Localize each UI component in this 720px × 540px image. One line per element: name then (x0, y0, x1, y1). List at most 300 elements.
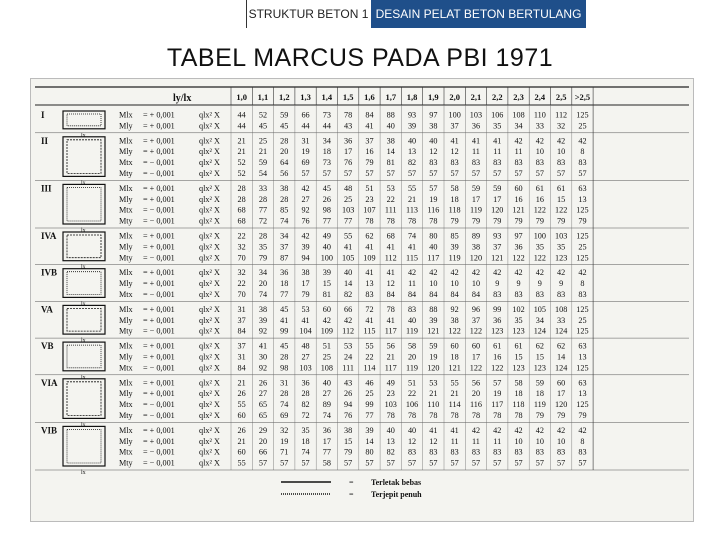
table-cell: 44 (237, 110, 246, 120)
course-label: STRUKTUR BETON 1 (246, 0, 370, 28)
table-cell: 32 (280, 425, 289, 435)
table-cell: 68 (386, 231, 395, 241)
column-header: 2,4 (534, 92, 546, 102)
table-cell: 18 (301, 436, 310, 446)
table-cell: 44 (322, 121, 331, 131)
table-cell: 16 (535, 194, 544, 204)
table-cell: 124 (555, 326, 568, 336)
table-cell: 37 (365, 136, 374, 146)
table-cell: 13 (386, 436, 395, 446)
table-cell: 56 (471, 378, 481, 388)
table-cell: 35 (514, 315, 523, 325)
table-cell: 39 (429, 315, 438, 325)
table-cell: 108 (320, 363, 333, 373)
table-cell: 79 (557, 216, 566, 226)
moment-formula: qlx² X (199, 341, 220, 351)
table-cell: 83 (535, 290, 544, 299)
table-cell: 38 (429, 121, 438, 131)
table-cell: 15 (344, 436, 353, 446)
slab-lx-label: lx (81, 132, 86, 139)
table-cell: 93 (407, 110, 417, 120)
table-cell: 106 (405, 400, 419, 410)
case-label: VB (41, 341, 54, 352)
table-cell: 35 (493, 121, 502, 131)
table-cell: 72 (301, 411, 310, 420)
table-cell: 84 (450, 290, 459, 299)
column-header: >2,5 (574, 92, 591, 102)
table-cell: 42 (514, 425, 523, 435)
table-cell: 17 (301, 279, 310, 289)
table-cell: 89 (471, 231, 481, 241)
table-cell: 13 (578, 194, 587, 204)
table-cell: 56 (280, 169, 289, 178)
table-cell: 125 (576, 110, 589, 120)
moment-formula: qlx² X (199, 447, 220, 457)
table-cell: 59 (280, 110, 289, 120)
moment-coefficient: = + 0,001 (143, 231, 175, 241)
table-cell: 55 (237, 400, 246, 410)
moment-label: Mlx (119, 231, 133, 241)
table-cell: 26 (237, 425, 246, 435)
table-cell: 17 (344, 147, 353, 157)
table-cell: 87 (280, 253, 289, 263)
table-cell: 41 (493, 136, 502, 146)
table-cell: 82 (407, 158, 417, 168)
table-cell: 42 (535, 268, 544, 278)
table-cell: 42 (578, 425, 587, 435)
table-cell: 113 (406, 205, 419, 215)
table-cell: 83 (407, 447, 417, 457)
table-cell: 80 (429, 231, 438, 241)
moment-label: Mty (119, 326, 133, 336)
table-cell: 83 (450, 447, 459, 457)
table-cell: 11 (514, 147, 523, 157)
table-cell: 83 (365, 290, 374, 299)
table-cell: 83 (450, 158, 459, 168)
moment-formula: qlx² X (199, 436, 220, 446)
table-cell: 11 (493, 436, 502, 446)
table-cell: 35 (535, 242, 544, 252)
table-cell: 14 (344, 279, 353, 289)
table-cell: 42 (471, 268, 481, 278)
table-cell: 11 (472, 436, 480, 446)
table-cell: 53 (301, 304, 310, 314)
table-cell: 77 (322, 216, 331, 226)
table-cell: 55 (344, 231, 353, 241)
table-cell: 35 (557, 242, 566, 252)
column-header: 1,9 (428, 92, 439, 102)
moment-formula: qlx² X (199, 136, 220, 146)
moment-coefficient: = + 0,001 (143, 389, 175, 399)
table-cell: 57 (514, 169, 523, 178)
slab-diagram (63, 137, 105, 177)
table-cell: 125 (576, 205, 589, 215)
table-cell: 57 (344, 458, 353, 468)
table-cell: 36 (301, 378, 310, 388)
table-cell: 77 (344, 216, 353, 226)
moment-label: Mtx (119, 363, 133, 373)
moment-label: Mlx (119, 425, 133, 435)
moment-coefficient: = + 0,001 (143, 304, 175, 314)
table-cell: 55 (407, 183, 417, 193)
slab-diagram (63, 426, 105, 466)
table-cell: 55 (237, 458, 246, 468)
table-cell: 64 (280, 158, 289, 168)
table-cell: 58 (450, 183, 459, 193)
table-cell: 16 (365, 147, 374, 157)
table-cell: 19 (429, 194, 438, 204)
table-cell: 41 (365, 242, 374, 252)
moment-coefficient: = − 0,001 (143, 458, 175, 468)
table-cell: 100 (320, 253, 333, 263)
slab-lx-label: lx (81, 338, 86, 345)
table-cell: 18 (450, 194, 459, 204)
table-cell: 54 (258, 169, 268, 178)
column-header: 1,5 (342, 92, 354, 102)
table-cell: 21 (407, 194, 417, 204)
table-cell: 12 (386, 279, 395, 289)
table-cell: 63 (578, 183, 587, 193)
table-cell: 122 (491, 363, 504, 373)
table-cell: 35 (301, 425, 310, 435)
slab-edge-hatch (67, 345, 101, 368)
table-cell: 28 (237, 183, 246, 193)
slab-edge-hatch (67, 114, 101, 126)
table-cell: 40 (429, 136, 438, 146)
slab-diagram (63, 305, 105, 334)
table-cell: 106 (491, 110, 504, 120)
table-cell: 115 (363, 326, 376, 336)
table-cell: 79 (578, 216, 587, 226)
moment-coefficient: = + 0,001 (143, 194, 175, 204)
slab-diagram (63, 232, 105, 261)
table-cell: 60 (322, 304, 331, 314)
table-cell: 36 (344, 136, 353, 146)
moment-label: Mlx (119, 110, 133, 120)
table-cell: 125 (576, 400, 589, 410)
table-cell: 23 (365, 194, 374, 204)
table-cell: 42 (578, 136, 587, 146)
slab-diagram (63, 269, 105, 298)
table-cell: 13 (578, 389, 587, 399)
table-cell: 123 (533, 363, 546, 373)
table-cell: 9 (559, 279, 564, 289)
table-cell: 42 (493, 425, 502, 435)
table-cell: 78 (429, 411, 438, 420)
table-cell: 8 (580, 279, 585, 289)
table-cell: 40 (386, 121, 395, 131)
table-cell: 59 (258, 158, 268, 168)
table-cell: 121 (512, 205, 525, 215)
table-cell: 117 (491, 400, 504, 410)
moment-label: Mty (119, 169, 133, 178)
moment-label: Mlx (119, 378, 133, 388)
table-cell: 28 (258, 231, 268, 241)
table-cell: 68 (237, 205, 246, 215)
table-cell: 78 (386, 304, 395, 314)
table-cell: 111 (342, 363, 354, 373)
table-cell: 36 (493, 315, 502, 325)
table-cell: 103 (342, 205, 355, 215)
table-cell: 83 (493, 290, 502, 299)
slab-edge-hatch (67, 187, 101, 221)
slab-edge-hatch (67, 140, 101, 174)
table-cell: 97 (429, 110, 438, 120)
table-cell: 63 (578, 378, 587, 388)
table-cell: 92 (258, 326, 268, 336)
moment-formula: qlx² X (199, 169, 220, 178)
table-cell: 76 (344, 411, 353, 420)
table-cell: 25 (258, 136, 268, 146)
table-cell: 69 (280, 411, 289, 420)
table-cell: 88 (386, 110, 395, 120)
table-cell: 83 (493, 447, 502, 457)
table-cell: 10 (514, 436, 523, 446)
table-cell: 41 (344, 242, 353, 252)
table-cell: 10 (450, 279, 459, 289)
table-cell: 42 (493, 268, 502, 278)
table-cell: 83 (557, 447, 566, 457)
table-cell: 73 (322, 158, 331, 168)
moment-formula: qlx² X (199, 378, 220, 388)
table-cell: 31 (237, 352, 246, 362)
table-cell: 62 (365, 231, 374, 241)
table-cell: 13 (578, 352, 587, 362)
slab-edge-hatch (67, 308, 101, 331)
table-cell: 34 (514, 121, 523, 131)
table-cell: 53 (386, 183, 395, 193)
table-cell: 74 (258, 290, 268, 299)
moment-formula: qlx² X (199, 110, 220, 120)
table-cell: 57 (450, 169, 459, 178)
table-cell: 109 (320, 326, 333, 336)
table-cell: 78 (386, 411, 395, 420)
table-cell: 22 (365, 352, 374, 362)
table-cell: 41 (407, 242, 417, 252)
table-cell: 119 (406, 326, 419, 336)
moment-formula: qlx² X (199, 315, 220, 325)
table-cell: 120 (555, 400, 568, 410)
table-cell: 123 (491, 326, 504, 336)
moment-coefficient: = + 0,001 (143, 183, 175, 193)
table-cell: 99 (365, 400, 374, 410)
case-label: I (41, 110, 45, 120)
table-cell: 41 (365, 268, 374, 278)
table-cell: 23 (386, 389, 395, 399)
table-cell: 77 (365, 411, 374, 420)
moment-coefficient: = + 0,001 (143, 242, 175, 252)
moment-formula: qlx² X (199, 352, 220, 362)
table-cell: 22 (407, 389, 417, 399)
table-cell: 57 (471, 169, 481, 178)
table-cell: 83 (557, 158, 566, 168)
table-cell: 92 (450, 304, 459, 314)
table-cell: 33 (258, 183, 268, 193)
table-cell: 11 (408, 279, 416, 289)
table-cell: 36 (471, 121, 481, 131)
table-cell: 80 (365, 447, 374, 457)
table-cell: 34 (280, 231, 289, 241)
table-cell: 22 (237, 279, 246, 289)
table-cell: 83 (578, 290, 587, 299)
table-cell: 48 (301, 341, 310, 351)
column-header: 2,2 (491, 92, 503, 102)
table-cell: 38 (301, 268, 310, 278)
table-cell: 60 (237, 447, 246, 457)
table-cell: 13 (407, 147, 417, 157)
table-cell: 25 (365, 389, 374, 399)
case-label: VIB (41, 425, 58, 436)
table-cell: 120 (427, 363, 440, 373)
table-cell: 28 (237, 194, 246, 204)
legend-equals: = (349, 490, 354, 499)
table-cell: 103 (555, 231, 568, 241)
table-cell: 39 (407, 121, 417, 131)
table-cell: 45 (280, 121, 289, 131)
table-cell: 103 (299, 363, 312, 373)
column-header: 1,7 (385, 92, 397, 102)
table-cell: 42 (471, 425, 481, 435)
moment-label: Mlx (119, 341, 133, 351)
table-cell: 88 (429, 304, 438, 314)
table-cell: 57 (471, 458, 481, 468)
table-cell: 20 (407, 352, 417, 362)
table-cell: 62 (535, 341, 544, 351)
moment-coefficient: = − 0,001 (143, 400, 175, 410)
table-cell: 122 (448, 326, 461, 336)
table-cell: 109 (363, 253, 376, 263)
moment-formula: qlx² X (199, 411, 220, 420)
table-cell: 124 (555, 363, 568, 373)
table-cell: 51 (322, 341, 331, 351)
table-cell: 59 (535, 378, 544, 388)
table-cell: 83 (514, 158, 523, 168)
table-cell: 17 (493, 194, 502, 204)
table-cell: 78 (407, 216, 417, 226)
table-cell: 20 (258, 279, 268, 289)
table-cell: 41 (386, 242, 395, 252)
table-cell: 105 (342, 253, 355, 263)
table-cell: 83 (407, 304, 417, 314)
moment-formula: qlx² X (199, 121, 220, 131)
table-cell: 14 (386, 147, 395, 157)
table-cell: 125 (576, 231, 589, 241)
table-cell: 18 (535, 389, 544, 399)
slab-lx-label: lx (81, 422, 86, 429)
table-cell: 52 (258, 110, 268, 120)
table-cell: 79 (258, 253, 268, 263)
moment-label: Mty (119, 411, 133, 420)
table-cell: 77 (280, 290, 289, 299)
table-cell: 71 (280, 447, 289, 457)
legend-equals: = (349, 478, 354, 487)
table-cell: 41 (450, 425, 459, 435)
table-cell: 15 (535, 352, 544, 362)
table-cell: 15 (322, 279, 331, 289)
table-cell: 93 (493, 231, 502, 241)
table-cell: 8 (580, 436, 585, 446)
moment-label: Mly (119, 279, 133, 289)
table-cell: 57 (535, 169, 544, 178)
table-cell: 42 (557, 136, 566, 146)
table-cell: 103 (469, 110, 483, 120)
table-cell: 42 (429, 268, 438, 278)
table-cell: 100 (448, 110, 461, 120)
table-cell: 42 (578, 268, 587, 278)
table-cell: 21 (450, 389, 459, 399)
moment-formula: qlx² X (199, 205, 220, 215)
table-cell: 83 (578, 447, 587, 457)
table-cell: 60 (557, 378, 566, 388)
moment-label: Mtx (119, 205, 133, 215)
table-cell: 94 (344, 400, 353, 410)
table-cell: 119 (448, 253, 461, 263)
table-cell: 57 (514, 458, 523, 468)
moment-formula: qlx² X (199, 216, 220, 226)
table-cell: 78 (471, 411, 481, 420)
table-cell: 122 (533, 253, 546, 263)
table-cell: 34 (258, 268, 268, 278)
table-cell: 83 (578, 158, 587, 168)
table-cell: 17 (471, 194, 481, 204)
moment-coefficient: = − 0,001 (143, 169, 175, 178)
table-cell: 51 (407, 378, 417, 388)
table-cell: 69 (301, 158, 310, 168)
table-cell: 84 (237, 363, 246, 373)
table-cell: 30 (258, 352, 268, 362)
table-cell: 28 (280, 136, 289, 146)
table-cell: 72 (365, 304, 374, 314)
table-cell: 114 (363, 363, 376, 373)
table-cell: 79 (557, 411, 566, 420)
table-cell: 82 (344, 290, 353, 299)
table-cell: 122 (555, 205, 568, 215)
moment-formula: qlx² X (199, 304, 220, 314)
table-cell: 42 (514, 268, 523, 278)
table-cell: 27 (301, 194, 310, 204)
moment-formula: qlx² X (199, 290, 220, 299)
marcus-table (31, 79, 693, 521)
page-title: TABEL MARCUS PADA PBI 1971 (166, 44, 554, 72)
table-cell: 57 (450, 458, 459, 468)
slab-diagram (63, 184, 105, 224)
table-cell: 38 (471, 242, 481, 252)
table-cell: 66 (258, 447, 268, 457)
table-cell: 78 (514, 411, 523, 420)
moment-coefficient: = − 0,001 (143, 411, 175, 420)
table-cell: 42 (514, 136, 523, 146)
table-cell: 15 (557, 194, 566, 204)
table-cell: 32 (237, 268, 246, 278)
table-cell: 18 (450, 352, 459, 362)
table-cell: 79 (450, 216, 459, 226)
table-cell: 119 (533, 400, 546, 410)
table-cell: 122 (533, 205, 546, 215)
table-cell: 57 (578, 458, 587, 468)
table-cell: 116 (427, 205, 440, 215)
moment-coefficient: = − 0,001 (143, 158, 175, 168)
table-cell: 35 (258, 242, 268, 252)
table-cell: 24 (344, 352, 353, 362)
table-cell: 56 (386, 341, 395, 351)
table-cell: 10 (471, 279, 481, 289)
table-cell: 84 (429, 290, 438, 299)
slab-diagram (63, 342, 105, 371)
moment-coefficient: = − 0,001 (143, 290, 175, 299)
table-cell: 28 (280, 194, 289, 204)
table-cell: 41 (386, 268, 395, 278)
table-cell: 78 (450, 411, 459, 420)
